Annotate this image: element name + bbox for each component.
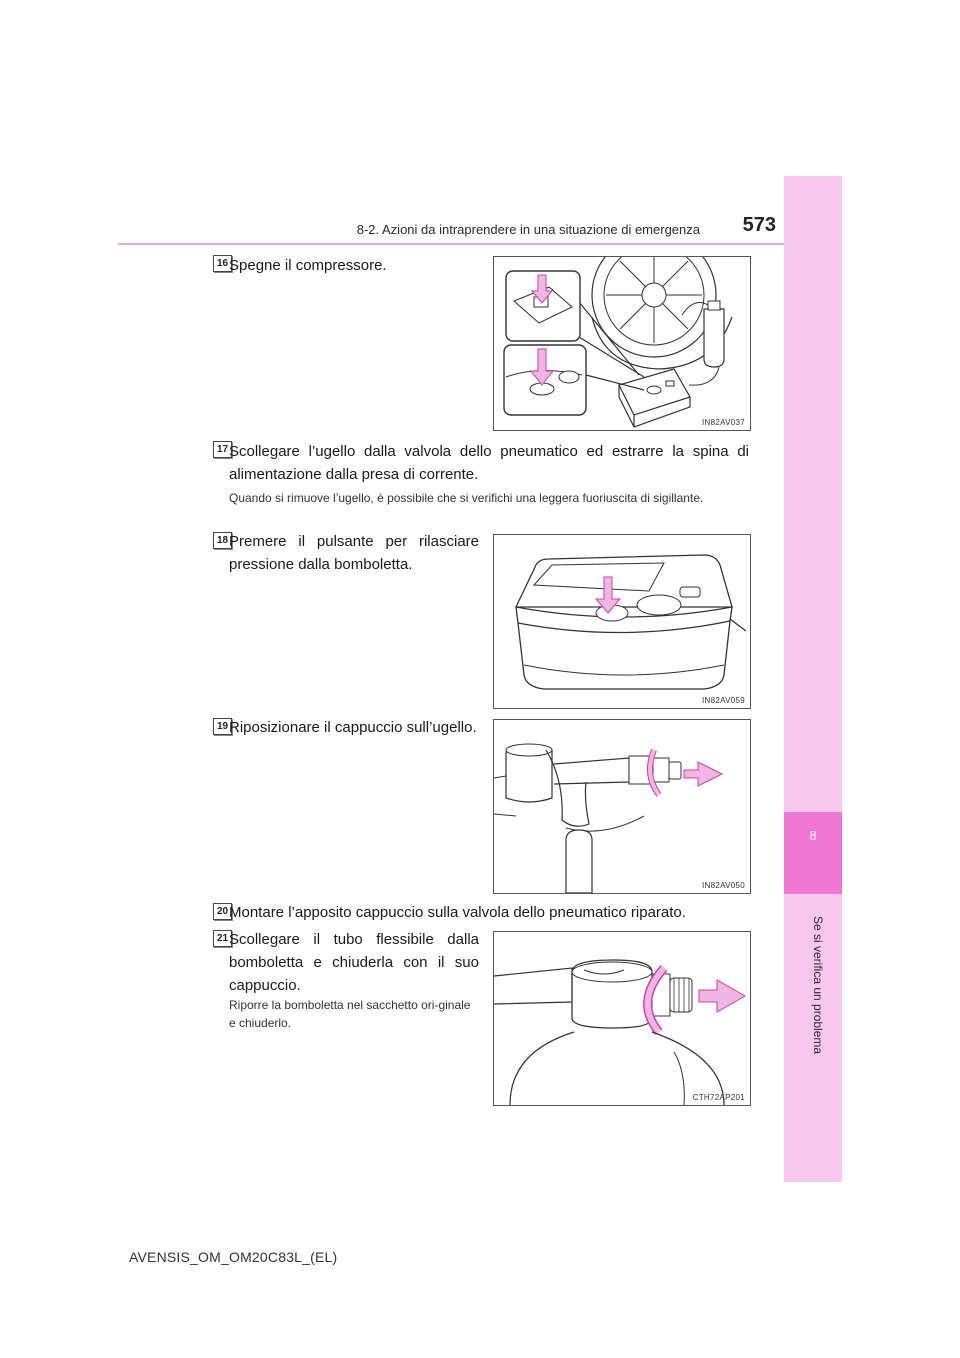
step-text: Riposizionare il cappuccio sull’ugello.	[229, 719, 477, 736]
chapter-number-block	[784, 812, 842, 894]
step-text: Spegne il compressore.	[229, 257, 387, 274]
figure-nozzle-cap	[493, 719, 751, 894]
chapter-number: 8	[809, 828, 817, 843]
compressor-illustration	[494, 257, 750, 430]
footer-doc-code: AVENSIS_OM_OM20C83L_(EL)	[129, 1249, 338, 1265]
figure-release-pressure	[493, 534, 751, 709]
step-text: Montare l’apposito cappuccio sulla valvola dello pneumatico riparato.	[229, 904, 686, 921]
canister-cap-illustration	[494, 932, 750, 1105]
figure-code: IN82AV059	[701, 696, 745, 705]
chapter-title: Se si verifica un problema	[811, 916, 825, 1055]
step-number-badge: 16	[213, 255, 232, 272]
header-rule	[118, 243, 784, 245]
step-text: Premere il pulsante per rilasciare pressione dalla bomboletta.	[229, 533, 479, 573]
step-note: Riporre la bomboletta nel sacchetto ori-ginale e chiuderlo.	[229, 998, 471, 1030]
step-number-badge: 21	[213, 930, 232, 947]
step-text: Scollegare il tubo flessibile dalla bomboletta e chiuderla con il suo cappuccio.	[229, 931, 479, 994]
step-number-badge: 20	[213, 903, 232, 920]
figure-code: CTH72AP201	[692, 1093, 745, 1102]
step-text: Scollegare l’ugello dalla valvola dello pneumatico ed estrarre la spina di alimentazione dalla presa di corrente.	[229, 443, 749, 483]
step-number-badge: 18	[213, 532, 232, 549]
figure-compressor-off	[493, 256, 751, 431]
canister-button-illustration	[494, 535, 750, 708]
step-note: Quando si rimuove l’ugello, è possibile che si verifichi una leggera fuoriuscita di sigillante.	[229, 491, 704, 505]
section-title: 8-2. Azioni da intraprendere in una situazione di emergenza	[356, 222, 700, 237]
figure-code: IN82AV037	[701, 418, 745, 427]
page-number: 573	[742, 214, 776, 236]
figure-canister-cap	[493, 931, 751, 1106]
step-number-badge: 19	[213, 718, 232, 735]
step-number-badge: 17	[213, 441, 232, 458]
nozzle-cap-illustration	[494, 720, 750, 893]
figure-code: IN82AV050	[701, 881, 745, 890]
